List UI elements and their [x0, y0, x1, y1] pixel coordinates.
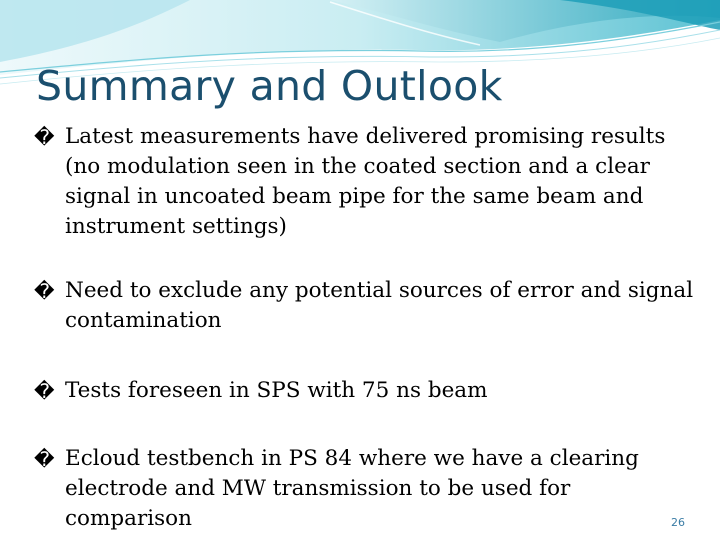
bullet-text: Tests foreseen in SPS with 75 ns beam	[65, 378, 488, 403]
bullet-item	[34, 376, 694, 406]
bullet-item	[34, 276, 694, 336]
page-number: 26	[671, 516, 685, 529]
bullet-marker-icon: �	[34, 125, 55, 149]
bullet-text: Latest measurements have delivered promising results (no modulation seen in the coated section and a clear signal in uncoated beam pipe for the same beam and instrument settings)	[65, 124, 666, 239]
bullet-list	[34, 122, 694, 534]
bullet-marker-icon: �	[34, 379, 55, 403]
bullet-text: Need to exclude any potential sources of error and signal contamination	[65, 278, 694, 333]
bullet-item	[34, 122, 694, 242]
bullet-text: Ecloud testbench in PS 84 where we have a clearing electrode and MW transmission to be used for comparison	[65, 446, 639, 531]
slide-title: Summary and Outlook	[36, 62, 503, 110]
bullet-marker-icon: �	[34, 447, 55, 471]
bullet-item	[34, 444, 694, 534]
bullet-marker-icon: �	[34, 279, 55, 303]
